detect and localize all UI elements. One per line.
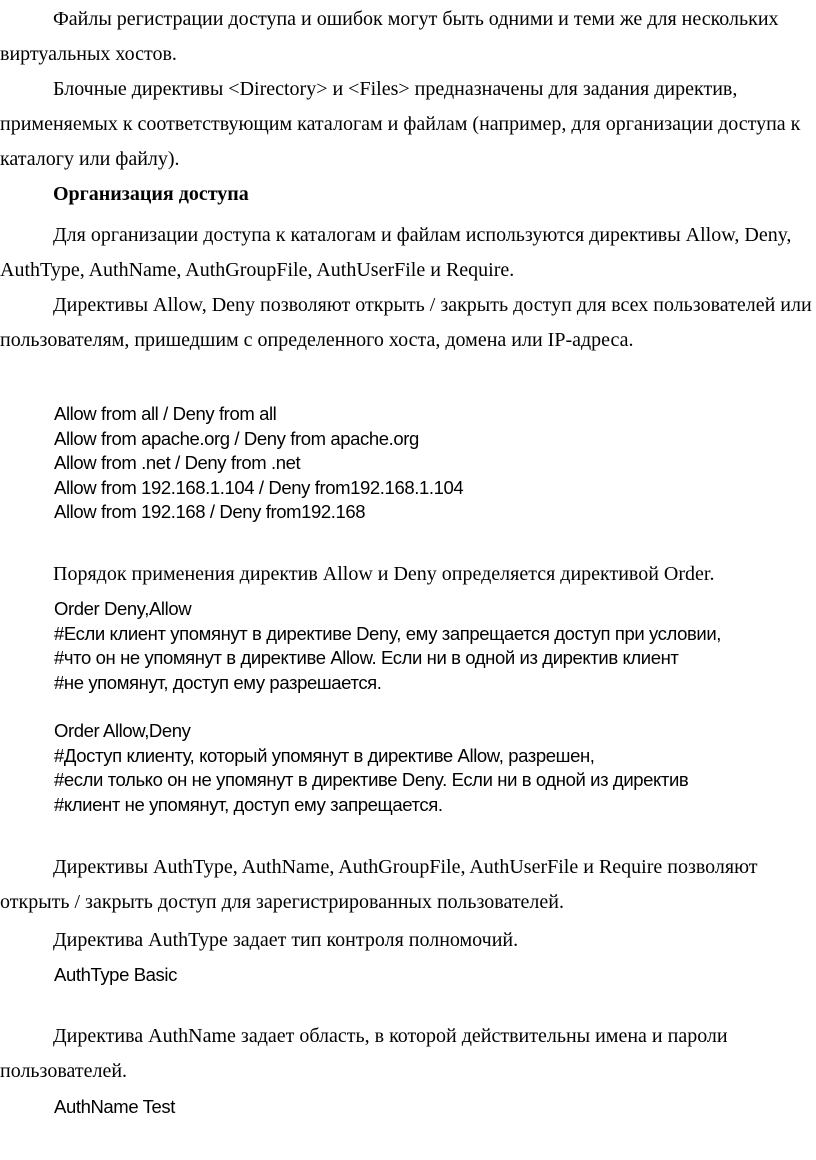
code-line: #не упомянут, доступ ему разрешается.	[54, 671, 382, 693]
paragraph-block-directives: Блочные директивы <Directory> и <Files> предназначены для задания директив, применяемых к соответствующим каталогам и файлам (например, для организации доступа к каталогу или файлу).	[0, 78, 801, 170]
code-block-allow-deny	[54, 402, 463, 525]
code-line: #Если клиент упомянут в директиве Deny, ему запрещается доступ при условии,	[54, 622, 722, 644]
code-line: #если только он не упомянут в директиве Deny. Если ни в одной из директив	[54, 769, 689, 790]
code-line: Allow from 192.168.1.104 / Deny from192.168.1.104	[54, 476, 464, 498]
code-line: AuthType Basic	[54, 964, 177, 985]
paragraph-order: Порядок применения директив Allow и Deny определяется директивой Order.	[53, 563, 715, 585]
code-block-order-allow-deny	[54, 719, 688, 817]
code-block-order-deny-allow	[54, 597, 721, 695]
code-line: Order Allow,Deny	[54, 720, 191, 741]
paragraph-auth-directives: Директивы AuthType, AuthName, AuthGroupFile, AuthUserFile и Require позволяют открыть / закрыть доступ для зарегистрированных пользователей.	[0, 856, 758, 913]
code-block-authtype	[54, 963, 177, 988]
section-heading-access: Организация доступа	[53, 183, 249, 205]
paragraph-authtype: Директива AuthType задает тип контроля полномочий.	[53, 929, 519, 951]
code-line: Order Deny,Allow	[54, 598, 192, 619]
code-line: Allow from all / Deny from all	[54, 403, 277, 424]
code-block-authname	[54, 1095, 175, 1120]
paragraph-authname: Директива AuthName задает область, в которой действительны имена и пароли пользователей.	[0, 1025, 728, 1082]
code-line: Allow from .net / Deny from .net	[54, 452, 301, 473]
paragraph-access-directives: Для организации доступа к каталогам и файлам используются директивы Allow, Deny, AuthType, AuthName, AuthGroupFile, AuthUserFile и Require.	[0, 224, 792, 281]
code-line: #клиент не упомянут, доступ ему запрещается.	[54, 793, 443, 815]
code-line: #Доступ клиенту, который упомянут в директиве Allow, разрешен,	[54, 744, 595, 766]
code-line: Allow from 192.168 / Deny from192.168	[54, 501, 366, 522]
paragraph-log-files: Файлы регистрации доступа и ошибок могут быть одними и теми же для нескольких виртуальных хостов.	[0, 8, 779, 65]
code-line: AuthName Test	[54, 1096, 175, 1117]
paragraph-allow-deny: Директивы Allow, Deny позволяют открыть / закрыть доступ для всех пользователей или пользователям, пришедшим с определенного хоста, домена или IP-адреса.	[0, 294, 812, 351]
code-line: #что он не упомянут в директиве Allow. Если ни в одной из директив клиент	[54, 647, 679, 668]
code-line: Allow from apache.org / Deny from apache.org	[54, 427, 419, 449]
